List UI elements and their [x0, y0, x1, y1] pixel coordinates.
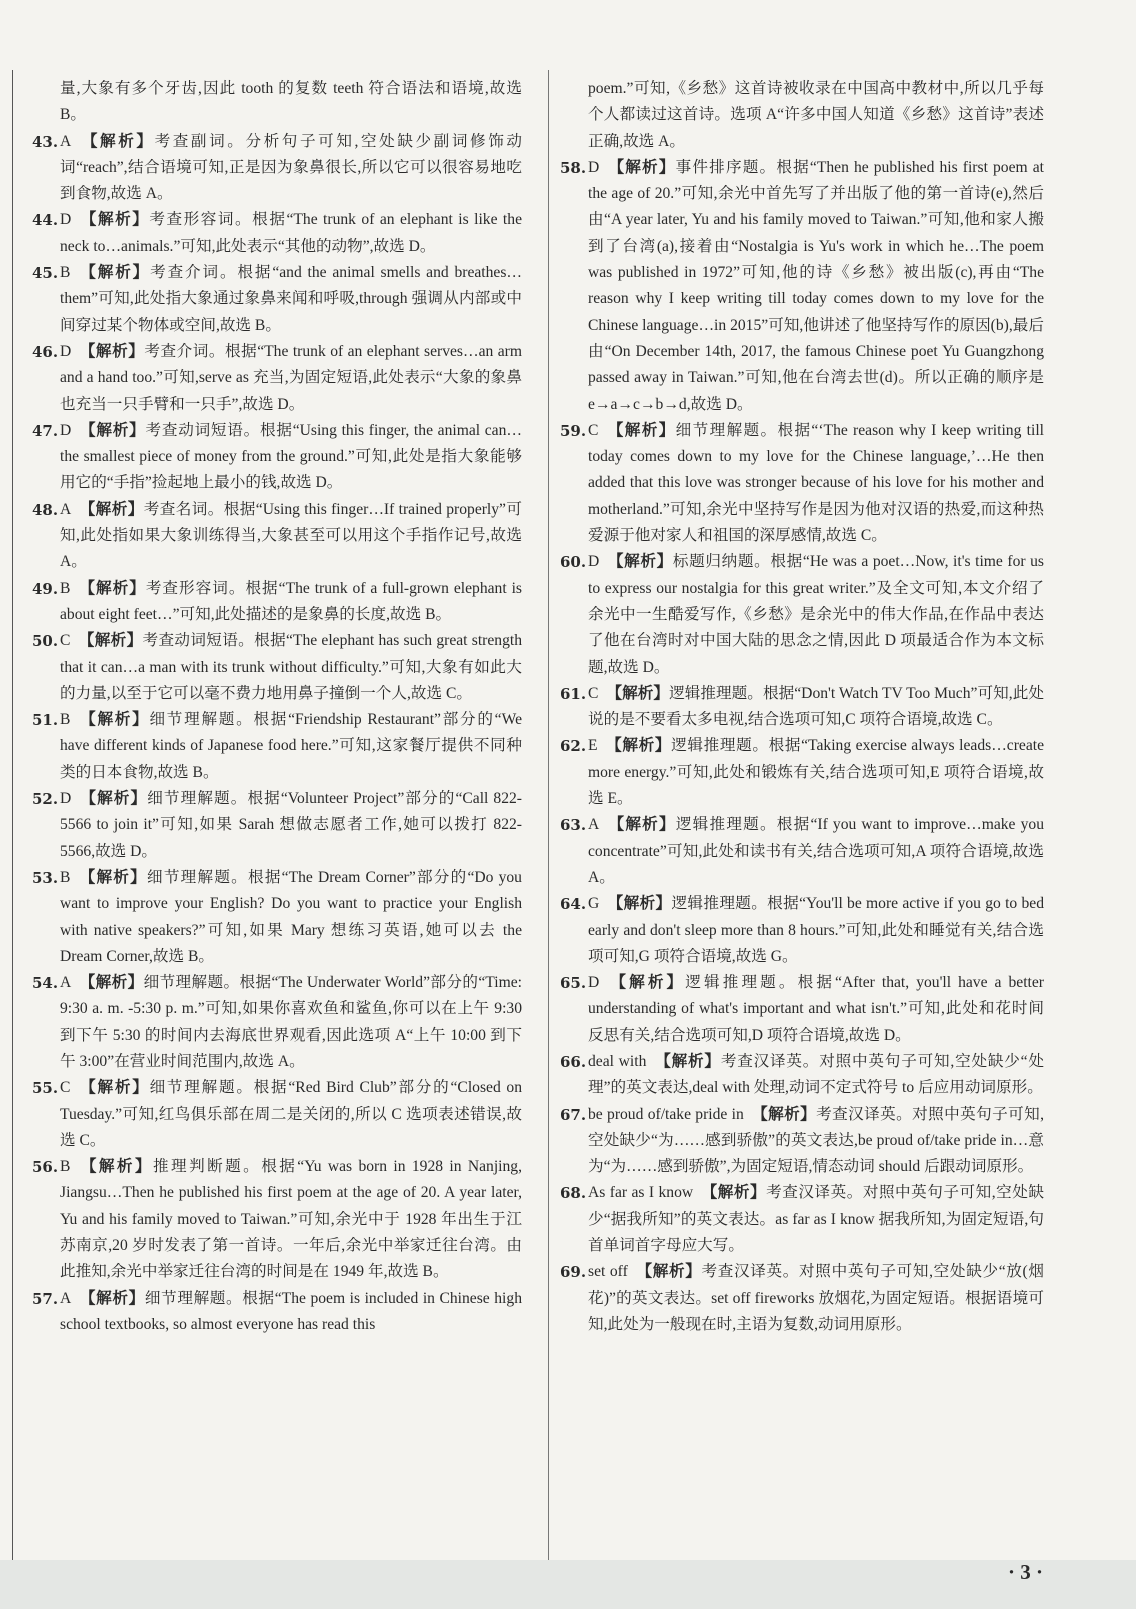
- answer-key: C: [588, 421, 599, 439]
- analysis-text: 考查动词短语。根据“The elephant has such great strength that it can…a man with its trunk without difficulty.”可知,大象有如此大的力量,以至于它可以毫不费力地用鼻子撞倒一个人,故选 C。: [60, 632, 522, 702]
- question-number: 58.: [560, 158, 587, 177]
- analysis-tag: 【解析】: [654, 1052, 721, 1070]
- analysis-tag: 【解析】: [606, 684, 670, 702]
- analysis-tag: 【解析】: [635, 1263, 702, 1281]
- analysis-text: 细节理解题。根据“‘The reason why I keep writing till today comes down to my love for the Chinese language,’…He then added that this love was stronger because of his love for his mother and motherland.”可知,余光中坚持写作是因为他对汉语的热爱,而这种热爱源于他对家人和祖国的深厚感情,故选 C。: [588, 421, 1044, 545]
- answer-item: [560, 1180, 1044, 1259]
- analysis-text: 考查汉译英。对照中英句子可知,空处缺少“为……感到骄傲”的英文表达,be proud of/take pride in…意为“为……感到骄傲”,为固定短语,情态动词 should 后跟动词原形。: [588, 1105, 1044, 1176]
- analysis-tag: 【解析】: [78, 868, 147, 886]
- analysis-tag: 【解析】: [79, 974, 144, 992]
- right-column: [560, 76, 1044, 1338]
- analysis-tag: 【解析】: [78, 1079, 150, 1097]
- analysis-tag: 【解析】: [78, 632, 143, 650]
- analysis-tag: 【解析】: [78, 1158, 153, 1176]
- analysis-text: 细节理解题。根据“Friendship Restaurant”部分的“We have different kinds of Japanese food here.”可知,这家餐厅提供不同种类的日本食物,故选 B。: [60, 711, 522, 781]
- analysis-text: 细节理解题。根据“The Underwater World”部分的“Time: 9:30 a. m. -5:30 p. m.”可知,如果你喜欢鱼和鲨鱼,你可以在上午 9:30 到下午 5:30 的时间内去海底世界观看,因此选项 A“上午 10:00 到下午 3:00”在营业时间范围内,故选 A。: [60, 974, 522, 1070]
- answer-key: E: [588, 737, 598, 755]
- answer-item: [32, 1075, 522, 1154]
- question-number: 56.: [32, 1158, 59, 1177]
- analysis-tag: 【解析】: [607, 974, 686, 992]
- question-number: 61.: [560, 684, 587, 703]
- answer-key: B: [60, 264, 71, 282]
- answer-item: [32, 260, 522, 339]
- left-answer-list: [32, 129, 522, 1339]
- question-number: 51.: [32, 711, 59, 730]
- analysis-tag: 【解析】: [701, 1184, 767, 1202]
- answer-key: A: [60, 974, 72, 992]
- answer-item: [560, 970, 1044, 1049]
- analysis-text: 推理判断题。根据“Yu was born in 1928 in Nanjing, Jiangsu…Then he published his first poem at the age of 20. A year later, Yu and his family moved to Taiwan.”可知,余光中于 1928 年出生于江苏南京,20 岁时发表了第一首诗。一年后,余光中举家迁往台湾。由此推知,余光中举家迁往台湾的时间是在 1949 年,故选 B。: [60, 1158, 522, 1281]
- answer-item: [32, 707, 522, 786]
- answer-key: D: [588, 158, 600, 176]
- answer-item: [560, 1259, 1044, 1338]
- question-number: 52.: [32, 790, 59, 809]
- page-bottom-margin: [0, 1560, 1136, 1609]
- answer-key: D: [60, 342, 72, 360]
- analysis-text: 逻辑推理题。根据“You'll be more active if you go to bed early and don't sleep more than 8 hours.”可知,此处和睡觉有关,结合选项可知,G 项符合语境,故选 G。: [588, 895, 1044, 965]
- analysis-text: 细节理解题。根据“Red Bird Club”部分的“Closed on Tuesday.”可知,红鸟俱乐部在周二是关闭的,所以 C 选项表述错误,故选 C。: [60, 1079, 522, 1149]
- left-column: [32, 76, 522, 1338]
- analysis-text: 考查名词。根据“Using this finger…If trained properly”可知,此处指如果大象训练得当,大象甚至可以用这个手指作记号,故选 A。: [60, 500, 522, 571]
- answer-key: D: [588, 974, 600, 992]
- analysis-text: 事件排序题。根据“Then he published his first poem at the age of 20.”可知,余光中首先写了并出版了他的第一首诗(e),然后由“A year later, Yu and his family moved to Taiwan.”可知,他和家人搬到了台湾(a),接着由“Nostalgia is Yu's work in which he…The poem was published in 1972”可知,他的诗《乡愁》被出版(c),再由“The reason why I keep writing till today comes down to my love for the Chinese language…in 2015”可知,他讲述了他坚持写作的原因(b),最后由“On December 14th, 2017, the famous Chinese poet Yu Guangzhong passed away in Taiwan.”可知,他在台湾去世(d)。所以正确的顺序是 e→a→c→b→d,故选 D。: [588, 158, 1044, 413]
- answer-item: [32, 970, 522, 1075]
- question-number: 53.: [32, 868, 59, 887]
- analysis-tag: 【解析】: [78, 579, 146, 597]
- answer-key: deal with: [588, 1052, 647, 1070]
- analysis-text: 标题归纳题。根据“He was a poet…Now, it's time for us to express our nostalgia for this great writer.”及全文可知,本文介绍了余光中一生酷爱写作,《乡愁》是余光中的伟大作品,在作品中表达了他在台湾时对中国大陆的思念之情,因此 D 项最适合作为本文标题,故选 D。: [588, 553, 1044, 676]
- analysis-tag: 【解析】: [79, 421, 146, 439]
- analysis-text: 考查汉译英。对照中英句子可知,空处缺少“放(烟花)”的英文表达。set off fireworks 放烟花,为固定短语。根据语境可知,此处为一般现在时,主语为复数,动词用原形。: [588, 1263, 1044, 1333]
- analysis-text: 考查形容词。根据“The trunk of a full-grown elephant is about eight feet…”可知,此处描述的是象鼻的长度,故选 B。: [60, 579, 522, 623]
- question-number: 44.: [32, 211, 59, 230]
- answer-key: C: [588, 684, 599, 702]
- answer-item: [560, 549, 1044, 680]
- question-number: 54.: [32, 974, 59, 993]
- answer-key: set off: [588, 1263, 628, 1281]
- question-number: 43.: [32, 132, 59, 151]
- answer-key: B: [60, 711, 71, 729]
- answer-key: A: [60, 132, 72, 150]
- question-number: 48.: [32, 500, 59, 519]
- question-number: 63.: [560, 816, 587, 835]
- answer-item: [32, 418, 522, 497]
- question-number: 49.: [32, 579, 59, 598]
- analysis-text: 逻辑推理题。根据“If you want to improve…make you concentrate”可知,此处和读书有关,结合选项可知,A 项符合语境,故选 A。: [588, 816, 1044, 886]
- answer-item: [32, 207, 522, 260]
- analysis-text: 考查汉译英。对照中英句子可知,空处缺少“处理”的英文表达,deal with 处理,动词不定式符号 to 后应用动词原形。: [588, 1052, 1044, 1097]
- analysis-tag: 【解析】: [79, 790, 148, 808]
- answer-item: [560, 155, 1044, 418]
- analysis-tag: 【解析】: [79, 132, 155, 150]
- analysis-tag: 【解析】: [79, 211, 150, 229]
- analysis-tag: 【解析】: [78, 711, 150, 729]
- analysis-text: 逻辑推理题。根据“Don't Watch TV Too Much”可知,此处说的是不要看太多电视,结合选项可知,C 项符合语境,故选 C。: [588, 684, 1044, 729]
- question-number: 59.: [560, 421, 587, 440]
- analysis-text: 逻辑推理题。根据“After that, you'll have a better understanding of what's important and what isn't.”可知,此处和花时间反思有关,结合选项可知,D 项符合语境,故选 D。: [588, 974, 1044, 1044]
- analysis-text: 细节理解题。根据“The poem is included in Chinese high school textbooks, so almost everyone has read this: [60, 1289, 522, 1333]
- answer-item: [32, 497, 522, 576]
- right-answer-list: [560, 155, 1044, 1338]
- question-number: 50.: [32, 632, 59, 651]
- analysis-text: 考查介词。根据“The trunk of an elephant serves…an arm and a hand too.”可知,serve as 充当,为固定短语,此处表示“大象的象鼻也充当一只手臂和一只手”,故选 D。: [60, 342, 522, 413]
- analysis-text: 考查副词。分析句子可知,空处缺少副词修饰动词“reach”,结合语境可知,正是因为象鼻很长,所以它可以很容易地吃到食物,故选 A。: [60, 132, 522, 203]
- answer-key: A: [60, 500, 72, 518]
- question-number: 65.: [560, 974, 587, 993]
- answer-item: [560, 891, 1044, 970]
- answer-item: [32, 1286, 522, 1339]
- answer-key: B: [60, 1158, 71, 1176]
- question-number: 69.: [560, 1263, 587, 1282]
- continuation-text: 量,大象有多个牙齿,因此 tooth 的复数 teeth 符合语法和语境,故选 B。: [60, 80, 522, 124]
- question-number: 64.: [560, 895, 587, 914]
- answer-item: [560, 733, 1044, 812]
- answer-key: D: [588, 553, 600, 571]
- analysis-text: 细节理解题。根据“Volunteer Project”部分的“Call 822-5566 to join it”可知,如果 Sarah 想做志愿者工作,她可以拨打 822-5566,故选 D。: [60, 790, 522, 860]
- question-number: 45.: [32, 264, 59, 283]
- analysis-tag: 【解析】: [78, 264, 151, 282]
- analysis-tag: 【解析】: [79, 342, 145, 360]
- analysis-tag: 【解析】: [79, 500, 144, 518]
- answer-key: B: [60, 579, 71, 597]
- answer-item: [32, 1154, 522, 1285]
- analysis-tag: 【解析】: [79, 1289, 145, 1307]
- analysis-text: 考查汉译英。对照中英句子可知,空处缺少“据我所知”的英文表达。as far as I know 据我所知,为固定短语,句首单词首字母应大写。: [588, 1184, 1044, 1255]
- answer-item: [32, 576, 522, 629]
- answer-item: [560, 418, 1044, 549]
- analysis-tag: 【解析】: [607, 816, 676, 834]
- answer-key: D: [60, 790, 72, 808]
- answer-item: [32, 786, 522, 865]
- question-number: 46.: [32, 342, 59, 361]
- answer-item: [560, 681, 1044, 734]
- answer-item: [32, 129, 522, 208]
- analysis-text: 考查介词。根据“and the animal smells and breathes…them”可知,此处指大象通过象鼻来闻和呼吸,through 强调从内部或中间穿过某个物体或空间,故选 B。: [60, 264, 522, 334]
- answer-item: [560, 1049, 1044, 1102]
- analysis-tag: 【解析】: [607, 895, 672, 913]
- analysis-tag: 【解析】: [606, 421, 676, 439]
- answer-item: [32, 628, 522, 707]
- analysis-text: 细节理解题。根据“The Dream Corner”部分的“Do you want to improve your English? Do you want to practice your English with native speakers?”可知,如果 Mary 想练习英语,她可以去 the Dream Corner,故选 B。: [60, 868, 522, 965]
- page-number: · 3 ·: [1008, 1560, 1044, 1584]
- answer-key: G: [588, 895, 600, 913]
- question-number: 67.: [560, 1105, 587, 1124]
- analysis-tag: 【解析】: [607, 158, 676, 176]
- question-number: 55.: [32, 1079, 59, 1098]
- answer-item: [32, 339, 522, 418]
- analysis-text: 考查形容词。根据“The trunk of an elephant is like the neck to…animals.”可知,此处表示“其他的动物”,故选 D。: [60, 211, 522, 255]
- question-number: 68.: [560, 1184, 587, 1203]
- analysis-text: 考查动词短语。根据“Using this finger, the animal can…the smallest piece of money from the ground.”可知,此处是指大象能够用它的“手指”捡起地上最小的钱,故选 D。: [60, 421, 522, 492]
- question-number: 60.: [560, 553, 587, 572]
- answer-key: A: [588, 816, 600, 834]
- answer-key: C: [60, 1079, 71, 1097]
- answer-item: [560, 812, 1044, 891]
- analysis-tag: 【解析】: [751, 1105, 817, 1123]
- answer-item: [32, 865, 522, 970]
- analysis-tag: 【解析】: [607, 553, 673, 571]
- question-number: 47.: [32, 421, 59, 440]
- answer-key: B: [60, 868, 71, 886]
- answer-key: D: [60, 421, 72, 439]
- question-number: 66.: [560, 1052, 587, 1071]
- answer-key: be proud of/take pride in: [588, 1105, 744, 1123]
- continuation-text: poem.”可知,《乡愁》这首诗被收录在中国高中教材中,所以几乎每个人都读过这首诗。选项 A“许多中国人知道《乡愁》这首诗”表述正确,故选 A。: [588, 80, 1044, 150]
- answer-key: C: [60, 632, 71, 650]
- answer-item: [560, 1102, 1044, 1181]
- answer-key: D: [60, 211, 72, 229]
- page-border-left: [12, 70, 13, 1560]
- analysis-tag: 【解析】: [605, 737, 672, 755]
- column-divider: [548, 70, 549, 1560]
- question-number: 57.: [32, 1289, 59, 1308]
- answer-key: As far as I know: [588, 1184, 694, 1202]
- answer-key: A: [60, 1289, 72, 1307]
- question-number: 62.: [560, 737, 587, 756]
- analysis-text: 逻辑推理题。根据“Taking exercise always leads…create more energy.”可知,此处和锻炼有关,结合选项可知,E 项符合语境,故选 E。: [588, 737, 1044, 808]
